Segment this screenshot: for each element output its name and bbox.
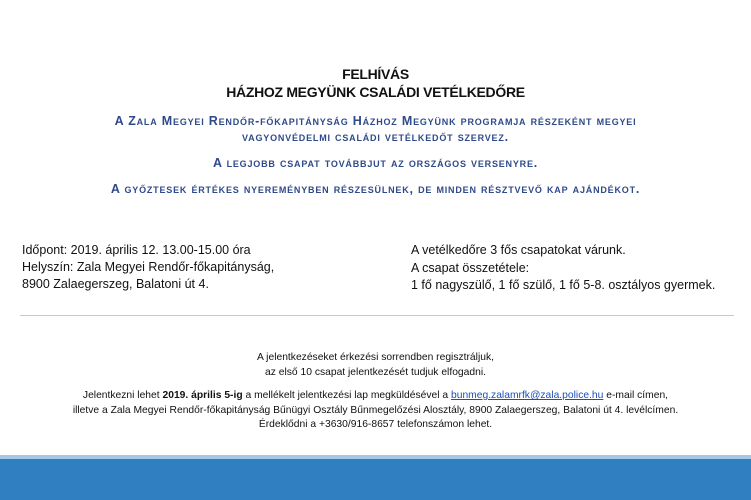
title-event-name: HÁZHOZ MEGYÜNK CSALÁDI VETÉLKEDŐRE xyxy=(226,84,525,100)
event-details xyxy=(22,242,274,293)
event-place: Helyszín: Zala Megyei Rendőr-főkapitányság, xyxy=(22,260,275,274)
event-address: 8900 Zalaegerszeg, Balatoni út 4. xyxy=(22,277,209,291)
postal-address: illetve a Zala Megyei Rendőr-főkapitányság Bűnügyi Osztály Bűnmegelőzési Alosztály, 8900 Zalaegerszeg, Balatoni út 4. levélcímen. xyxy=(72,404,679,416)
footer-band xyxy=(0,459,751,500)
registration-order xyxy=(0,351,751,380)
team-composition: 1 fő nagyszülő, 1 fő szülő, 1 fő 5-8. osztályos gyermek. xyxy=(411,278,716,292)
email-link[interactable]: bunmeg.zalamrfk@zala.police.hu xyxy=(450,390,604,401)
apply-suffix: e-mail címen, xyxy=(603,390,669,401)
intro-line-4: A győztesek értékes nyereményben részesülnek, de minden résztvevő kap ajándékot. xyxy=(110,182,641,196)
team-details xyxy=(411,242,715,295)
team-size: A vetélkedőre 3 fős csapatokat várunk. xyxy=(411,243,626,257)
apply-mid: a mellékelt jelentkezési lap megküldésével a xyxy=(242,390,451,401)
title-felhivas: FELHÍVÁS xyxy=(342,66,409,82)
registration-order-line-2: az első 10 csapat jelentkezését tudjuk elfogadni. xyxy=(265,366,486,378)
registration-info xyxy=(0,389,751,433)
divider xyxy=(20,315,734,316)
intro-line-2: vagyonvédelmi családi vetélkedőt szervez. xyxy=(242,130,509,144)
intro-line-1: A Zala Megyei Rendőr-főkapitányság Házhoz Megyünk programja részeként megyei xyxy=(114,114,637,128)
apply-deadline: 2019. április 5-ig xyxy=(162,390,243,401)
apply-line xyxy=(0,389,751,404)
event-time: Időpont: 2019. április 12. 13.00-15.00 óra xyxy=(22,243,251,257)
apply-prefix: Jelentkezni lehet xyxy=(82,390,163,401)
intro-line-3: A legjobb csapat továbbjut az országos versenyre. xyxy=(212,156,539,170)
registration-order-line-1: A jelentkezéseket érkezési sorrendben regisztráljuk, xyxy=(257,352,494,363)
team-composition-label: A csapat összetétele: xyxy=(411,260,530,275)
phone-info: Érdeklődni a +3630/916-8657 telefonszámon lehet. xyxy=(258,419,493,430)
